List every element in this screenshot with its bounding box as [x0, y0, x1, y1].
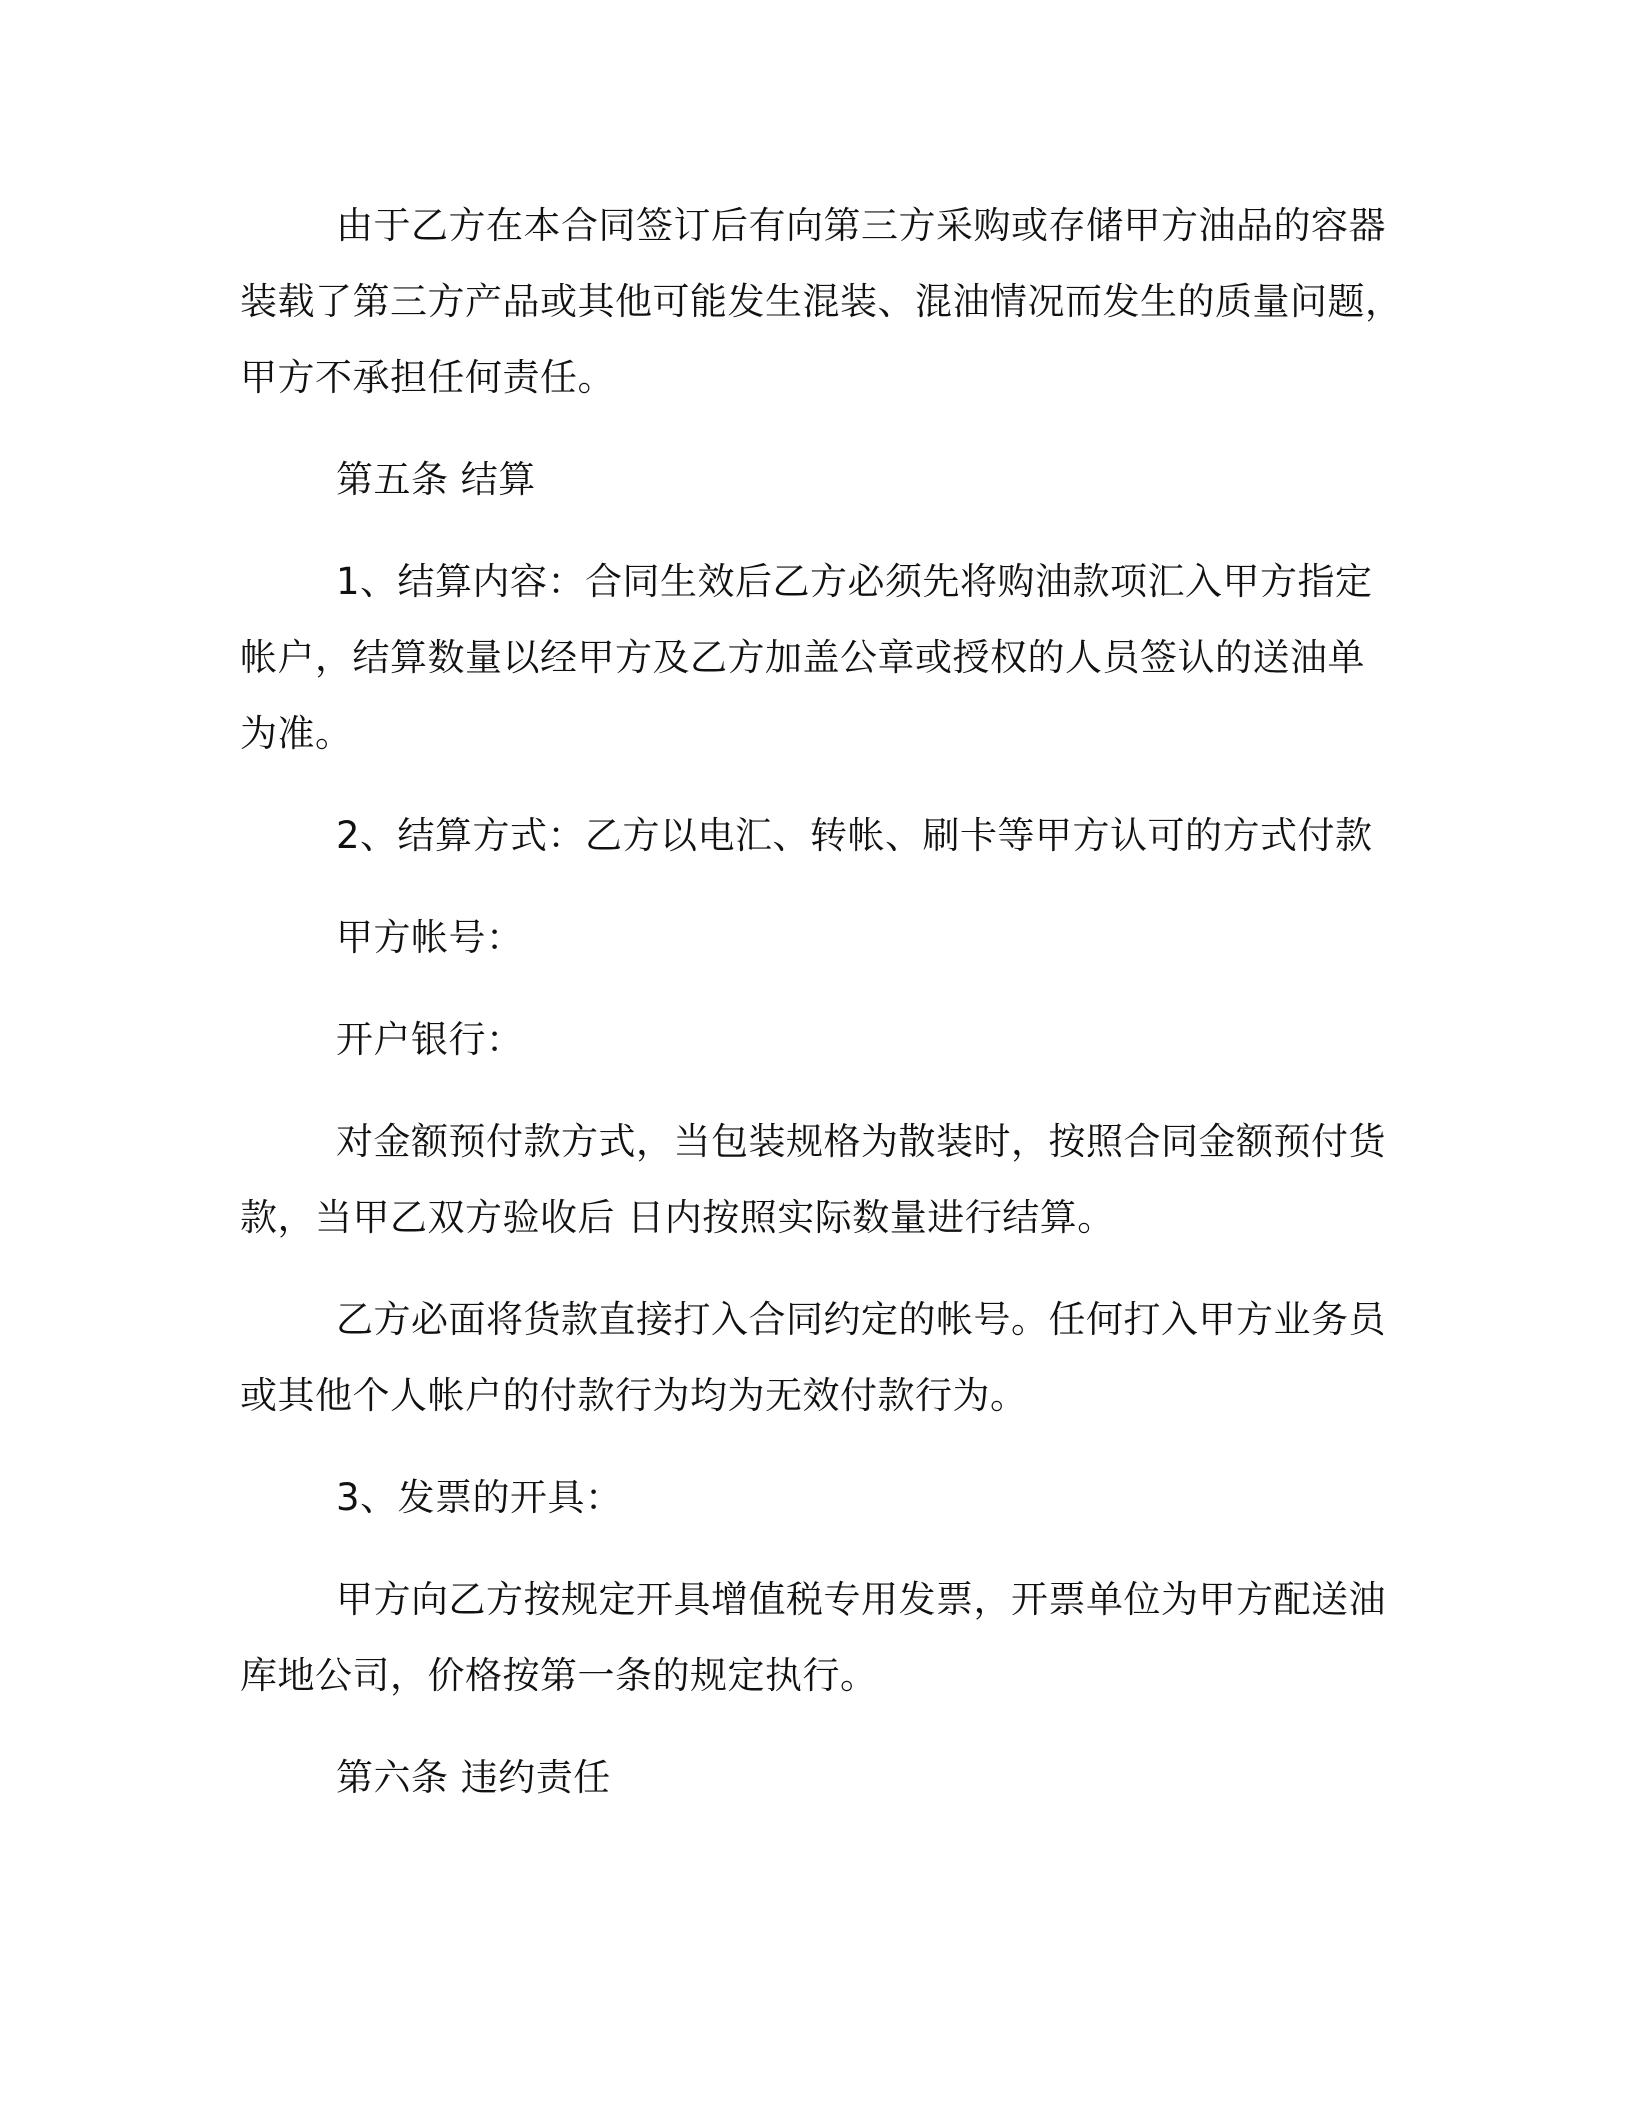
- text-line: 帐户，结算数量以经甲方及乙方加盖公章或授权的人员签认的送油单: [240, 636, 1365, 679]
- paragraph-quality-liability: [240, 188, 1403, 416]
- text-line: 库地公司，价格按第一条的规定执行。: [240, 1654, 878, 1697]
- paragraph-account-number: [240, 900, 1375, 976]
- text-line: 由于乙方在本合同签订后有向第三方采购或存储甲方油品的容器: [336, 204, 1386, 247]
- paragraph-gap: [240, 1714, 1375, 1740]
- text-line: 对金额预付款方式，当包装规格为散装时，按照合同金额预付货: [336, 1120, 1386, 1163]
- text-line: 甲方向乙方按规定开具增值税专用发票，开票单位为甲方配送油: [336, 1578, 1386, 1621]
- paragraph-settlement-content: [240, 544, 1375, 772]
- paragraph-gap: [240, 874, 1375, 900]
- text-line: 装载了第三方产品或其他可能发生混装、混油情况而发生的质量问题，: [240, 280, 1403, 323]
- paragraph-gap: [240, 1078, 1375, 1104]
- paragraph-invoice-heading: [240, 1460, 1375, 1536]
- section-heading-settlement: [240, 442, 1375, 518]
- paragraph-gap: [240, 416, 1375, 442]
- text-line: 为准。: [240, 712, 353, 755]
- paragraph-gap: [240, 518, 1375, 544]
- paragraph-gap: [240, 1256, 1375, 1282]
- text-line: 甲方帐号：: [336, 916, 524, 959]
- paragraph-prepayment: [240, 1104, 1386, 1256]
- text-line: 开户银行：: [336, 1018, 524, 1061]
- section-title: 第五条 结算: [336, 458, 536, 501]
- section-heading-liability: [240, 1740, 1375, 1816]
- paragraph-gap: [240, 1536, 1375, 1562]
- paragraph-invoice: [240, 1562, 1386, 1714]
- text-line: 款，当甲乙双方验收后 日内按照实际数量进行结算。: [240, 1196, 1115, 1239]
- paragraph-gap: [240, 1434, 1375, 1460]
- text-line: 或其他个人帐户的付款行为均为无效付款行为。: [240, 1374, 1028, 1417]
- text-line: 3、发票的开具：: [336, 1476, 623, 1519]
- document-body: [240, 188, 1403, 1816]
- paragraph-payment-account: [240, 1282, 1386, 1434]
- text-line: 乙方必面将货款直接打入合同约定的帐号。任何打入甲方业务员: [336, 1298, 1386, 1341]
- text-line: 1、结算内容：合同生效后乙方必须先将购油款项汇入甲方指定: [336, 560, 1373, 603]
- section-title: 第六条 违约责任: [336, 1756, 611, 1799]
- paragraph-gap: [240, 772, 1375, 798]
- paragraph-bank: [240, 1002, 1375, 1078]
- paragraph-settlement-method: [240, 798, 1375, 874]
- text-line: 甲方不承担任何责任。: [240, 356, 615, 399]
- text-line: 2、结算方式：乙方以电汇、转帐、刷卡等甲方认可的方式付款: [336, 814, 1373, 857]
- paragraph-gap: [240, 976, 1375, 1002]
